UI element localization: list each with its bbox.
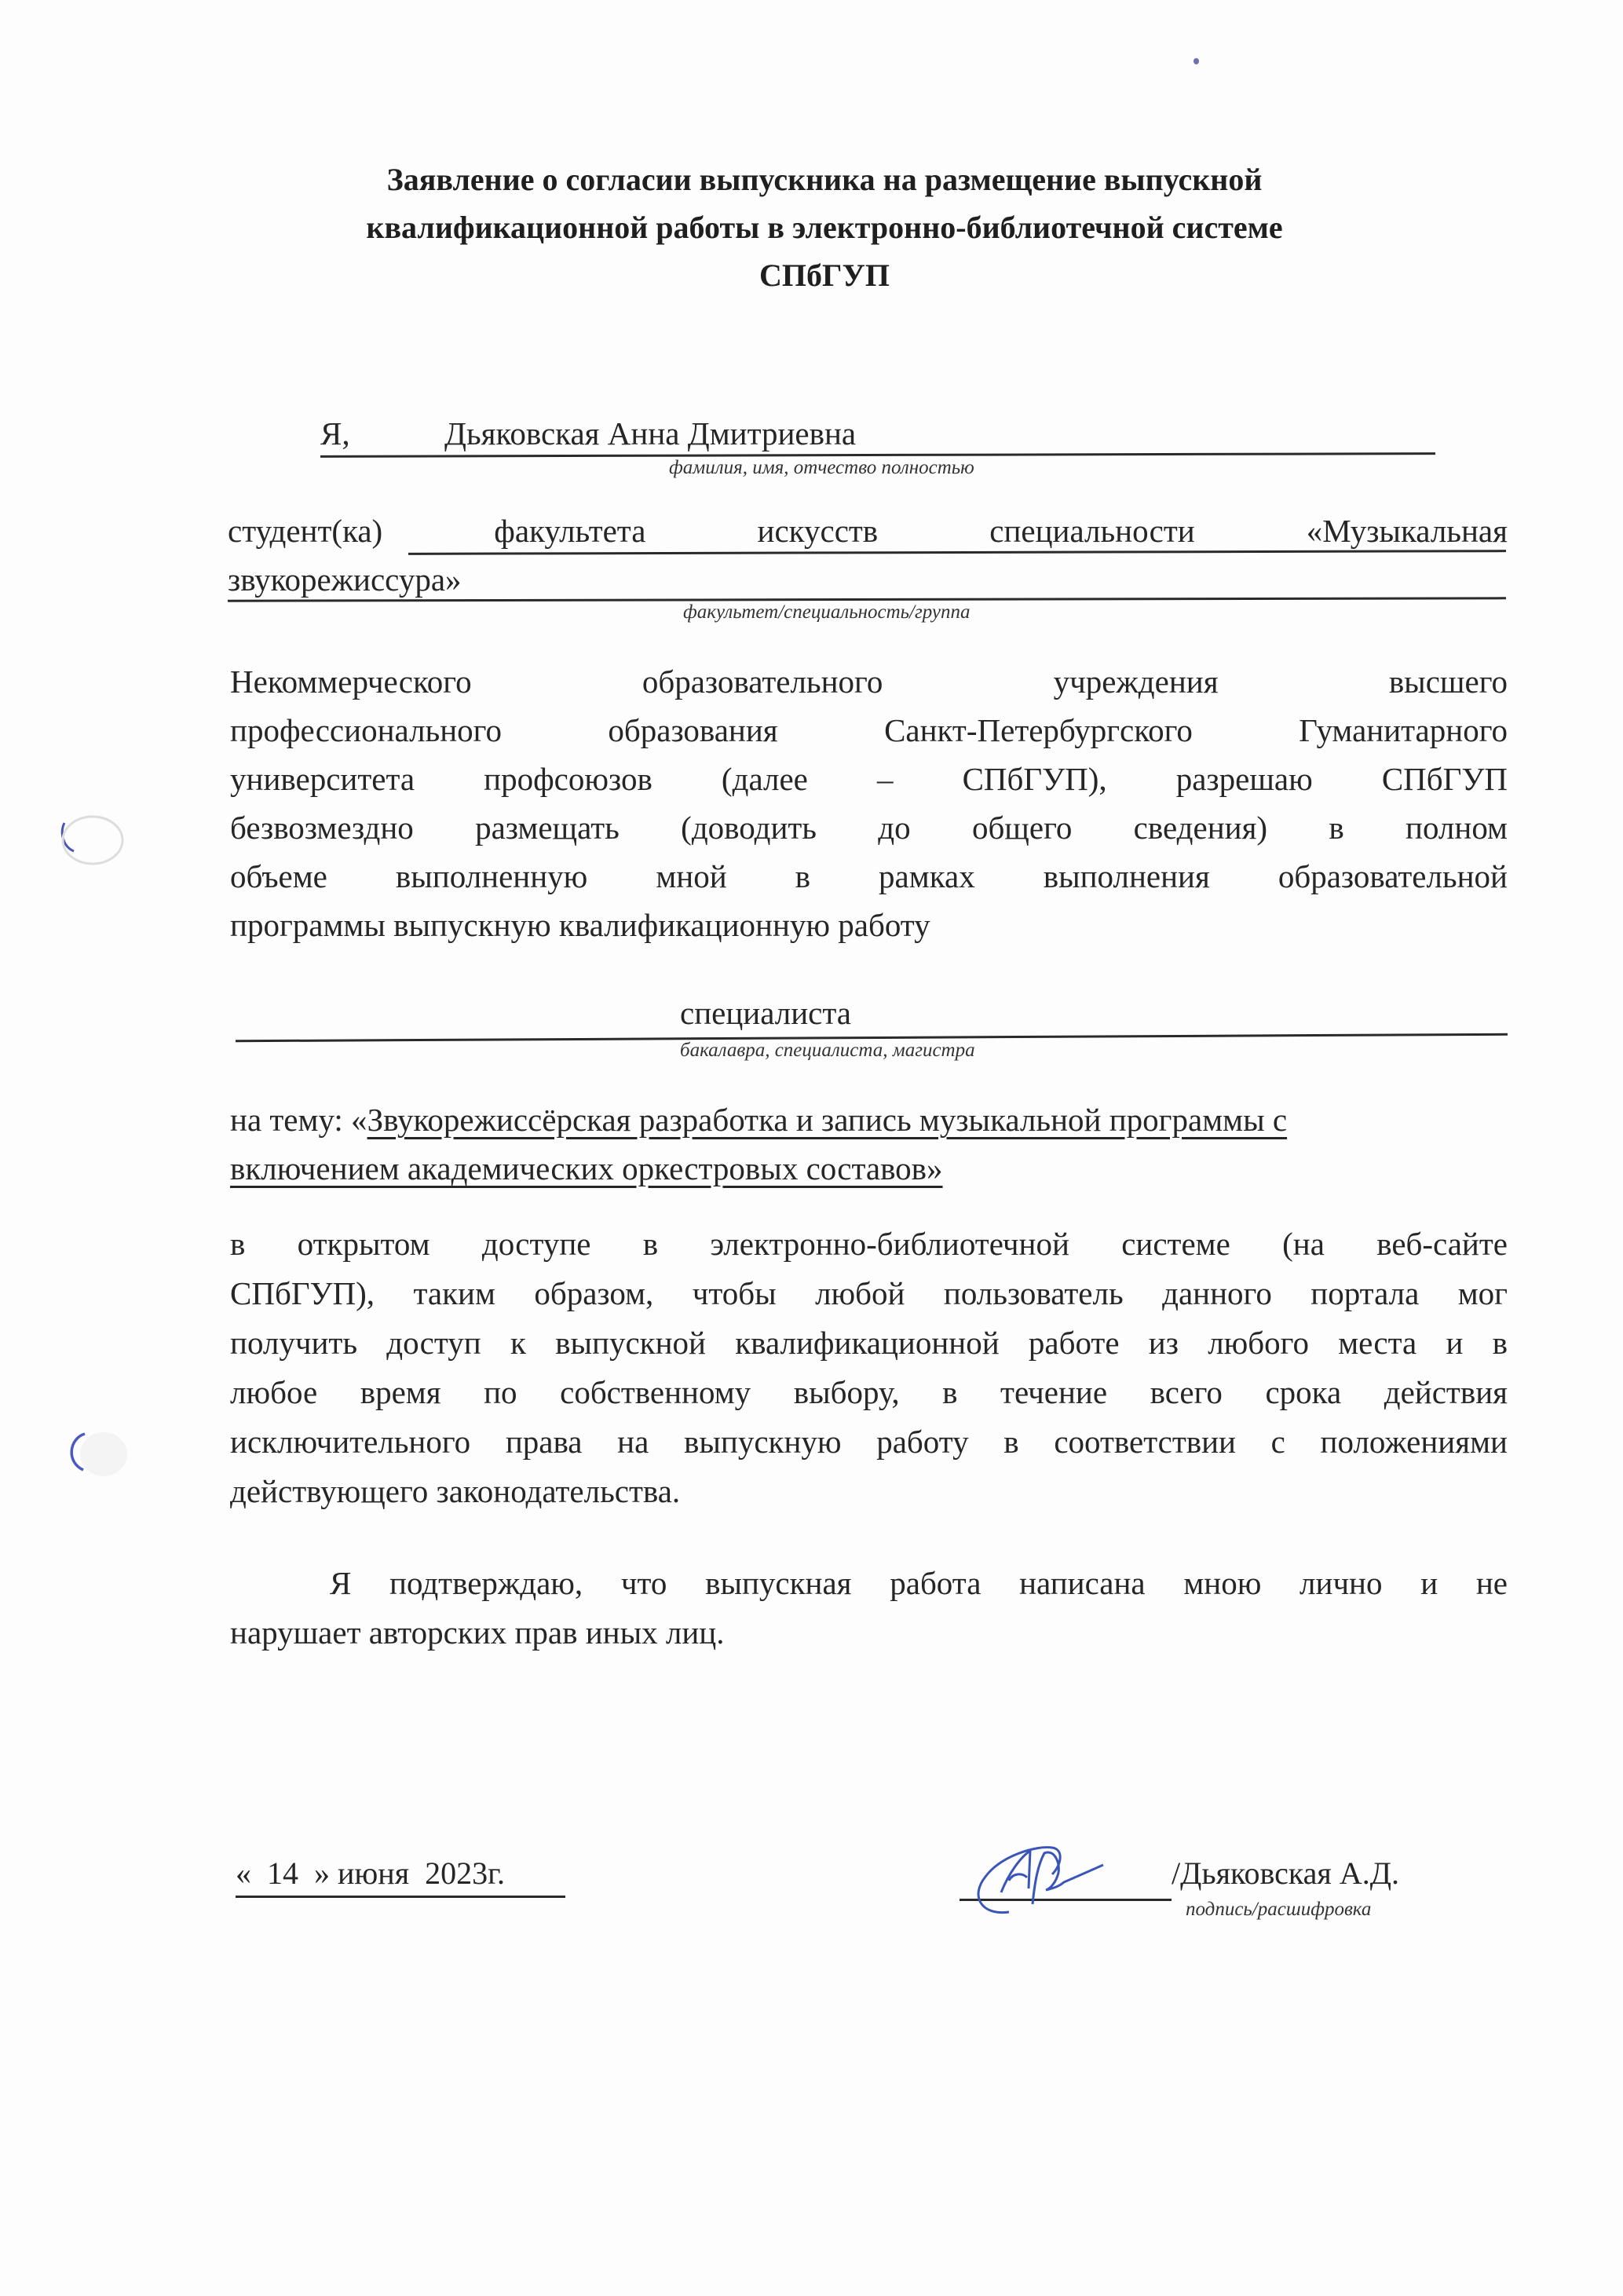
student-line: [228, 512, 1508, 550]
degree-hint: бакалавра, специалиста, магистра: [680, 1040, 975, 1061]
arts-word[interactable]: искусств: [757, 513, 879, 549]
paragraph-line: объеме выполненную мной в рамках выполнения образовательной: [230, 858, 1508, 894]
topic-line-1: [230, 1101, 1287, 1139]
signature-letter-d: [1033, 1852, 1103, 1904]
paragraph-line: в открытом доступе в электронно-библиотечной системе (на веб-сайте: [230, 1226, 1508, 1262]
applicant-prefix: Я,: [320, 415, 350, 452]
degree-field[interactable]: специалиста: [680, 995, 851, 1031]
paragraph-line: нарушает авторских прав иных лиц.: [230, 1614, 725, 1651]
paragraph-line: Некоммерческого образовательного учреждения высшего: [230, 664, 1508, 700]
topic-prefix: на тему: «: [230, 1102, 367, 1138]
signature-loop: [978, 1848, 1060, 1913]
date-day[interactable]: 14: [267, 1855, 298, 1891]
topic-title-part-2[interactable]: включением академических оркестровых составов»: [230, 1150, 943, 1186]
scan-dot: [1193, 58, 1199, 64]
paragraph-line: СПбГУП), таким образом, чтобы любой пользователь данного портала мог: [230, 1275, 1508, 1311]
faculty-word[interactable]: факультета: [494, 513, 646, 549]
title-line-2: квалификационной работы в электронно-библиотечной системе: [366, 210, 1283, 245]
signature-decoding: /Дьяковская А.Д.: [1172, 1855, 1399, 1891]
applicant-name-field[interactable]: Дьяковская Анна Дмитриевна: [444, 415, 857, 452]
document-title: [236, 155, 1413, 299]
paragraph-line: действующего законодательства.: [230, 1473, 681, 1509]
student-label: студент(ка): [228, 513, 383, 549]
title-line-3: СПбГУП: [759, 258, 890, 293]
specialty-name-end[interactable]: звукорежиссура»: [228, 561, 462, 598]
hole-punch-mark-lower: [63, 1421, 141, 1492]
signature-letter-a: [1001, 1851, 1030, 1892]
paragraph-line: Я подтверждаю, что выпускная работа написана мною лично и не: [330, 1565, 1508, 1601]
topic-line-2: [230, 1150, 943, 1187]
hole-punch-mark-upper: [55, 801, 149, 879]
date-month[interactable]: июня: [338, 1855, 410, 1891]
student-underline-1: [408, 550, 1506, 555]
title-line-1: Заявление о согласии выпускника на размещение выпускной: [386, 162, 1263, 197]
paragraph-line: получить доступ к выпускной квалификационной работе из любого места и в: [230, 1325, 1508, 1361]
student-hint: факультет/специальность/группа: [683, 601, 971, 623]
specialty-word[interactable]: специальности: [989, 513, 1195, 549]
paragraph-line: любое время по собственному выбору, в течение всего срока действия: [230, 1374, 1508, 1410]
applicant-name-hint: фамилия, имя, отчество полностью: [669, 457, 974, 478]
paragraph-line: исключительного права на выпускную работу в соответствии с положениями: [230, 1424, 1508, 1460]
date-underline: [236, 1896, 565, 1898]
paragraph-line: программы выпускную квалификационную работу: [230, 907, 930, 943]
handwritten-signature: [966, 1834, 1154, 1928]
date-field[interactable]: [236, 1855, 505, 1892]
paragraph-line: безвозмездно размещать (доводить до общего сведения) в полном: [230, 810, 1508, 846]
date-year[interactable]: 2023г.: [425, 1855, 505, 1891]
topic-title-part-1[interactable]: Звукорежиссёрская разработка и запись музыкальной программы с: [367, 1102, 1288, 1138]
signature-hint: подпись/расшифровка: [1186, 1899, 1372, 1920]
paragraph-line: профессионального образования Санкт-Петербургского Гуманитарного: [230, 712, 1508, 748]
date-close-quote: »: [314, 1855, 330, 1891]
paragraph-line: университета профсоюзов (далее – СПбГУП), разрешаю СПбГУП: [230, 761, 1508, 797]
specialty-name-start[interactable]: «Музыкальная: [1306, 513, 1508, 549]
date-open-quote: «: [236, 1855, 251, 1891]
